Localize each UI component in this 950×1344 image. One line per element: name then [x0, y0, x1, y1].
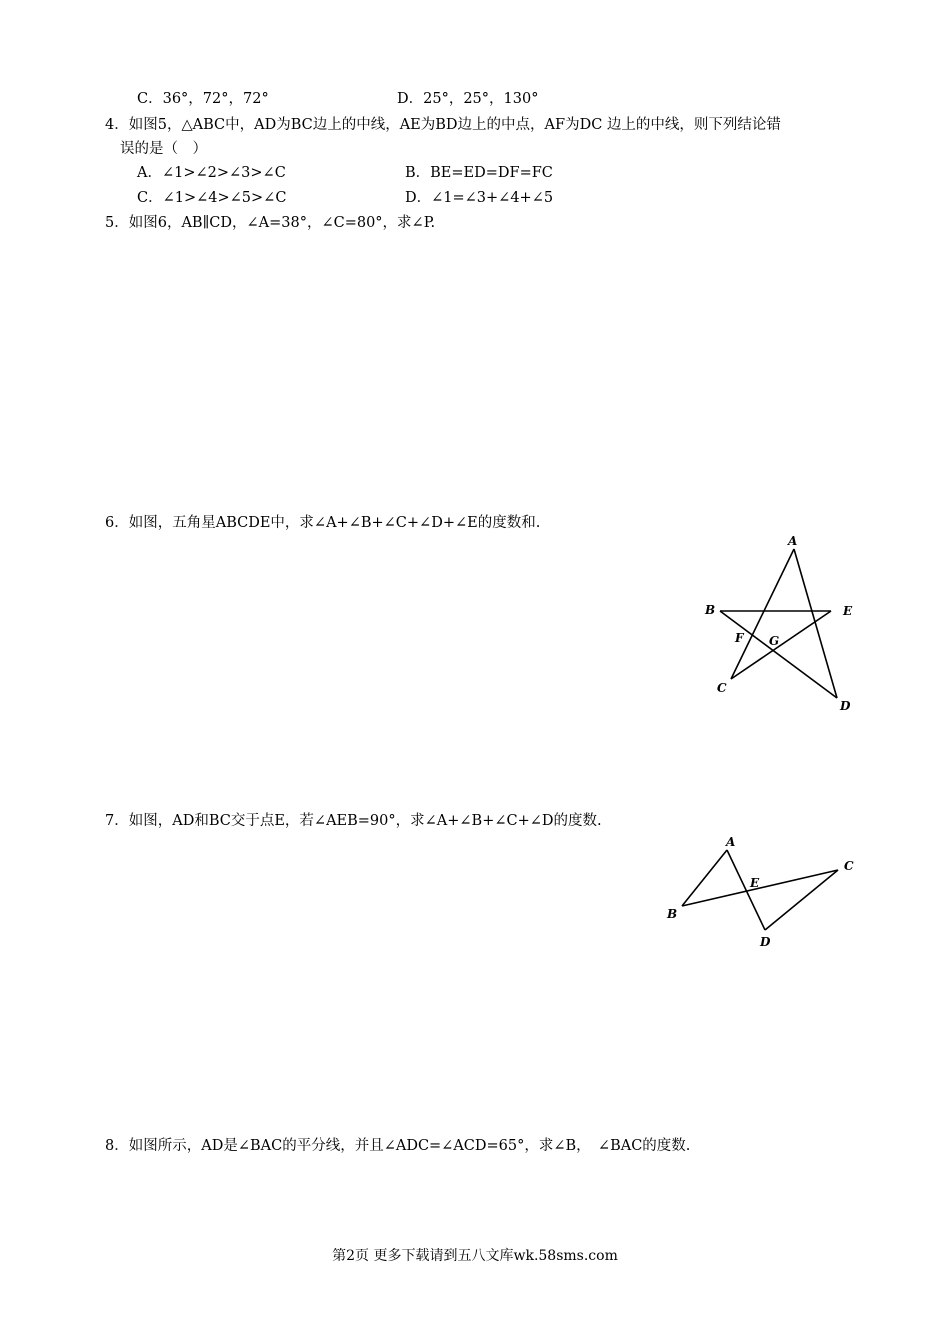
q4-stem-line1: 4．如图5，△ABC中，AD为BC边上的中线，AE为BD边上的中点，AF为DC 边上的中线，则下列结论错: [105, 117, 781, 133]
q4-option-d: D．∠1=∠3+∠4+∠5: [405, 190, 554, 206]
figure-label-c: C: [844, 859, 854, 873]
q7-stem: 7．如图，AD和BC交于点E，若∠AEB=90°，求∠A+∠B+∠C+∠D的度数.: [105, 813, 602, 829]
pentagram-label-g: G: [769, 634, 780, 648]
pentagram-label-a: A: [788, 534, 798, 548]
q3-option-d: D．25°，25°，130°: [397, 91, 539, 107]
pentagram-line-ce: [731, 611, 831, 679]
pentagram-figure: [690, 530, 870, 720]
figure-label-e: E: [750, 876, 760, 890]
q4-option-c: C．∠1>∠4>∠5>∠C: [137, 190, 287, 206]
pentagram-line-da: [794, 549, 837, 698]
q4-option-a: A．∠1>∠2>∠3>∠C: [137, 165, 286, 181]
q5-stem: 5．如图6，AB∥CD，∠A=38°，∠C=80°，求∠P.: [105, 215, 436, 231]
figure-label-d: D: [760, 935, 771, 949]
figure-line-da: [727, 850, 765, 930]
pentagram-label-c: C: [717, 681, 727, 695]
figure-label-a: A: [726, 835, 736, 849]
figure-line-bc: [682, 870, 838, 906]
pentagram-label-b: B: [705, 603, 716, 617]
crossed-triangles-figure: [660, 830, 870, 955]
q6-stem: 6．如图，五角星ABCDE中，求∠A+∠B+∠C+∠D+∠E的度数和.: [105, 515, 541, 531]
pentagram-line-bd: [720, 611, 837, 698]
q4-stem-line2: 误的是（ ）: [120, 141, 207, 157]
page-footer: 第2页 更多下载请到五八文库wk.58sms.com: [332, 1248, 618, 1264]
figure-label-b: B: [667, 907, 678, 921]
pentagram-label-d: D: [840, 699, 851, 713]
q3-option-c: C．36°，72°，72°: [137, 91, 269, 107]
pentagram-label-f: F: [735, 631, 744, 645]
q8-stem: 8．如图所示，AD是∠BAC的平分线，并且∠ADC=∠ACD=65°，求∠B， ∠BAC的度数.: [105, 1138, 691, 1154]
pentagram-label-e: E: [843, 604, 853, 618]
q4-option-b: B．BE=ED=DF=FC: [405, 165, 553, 181]
